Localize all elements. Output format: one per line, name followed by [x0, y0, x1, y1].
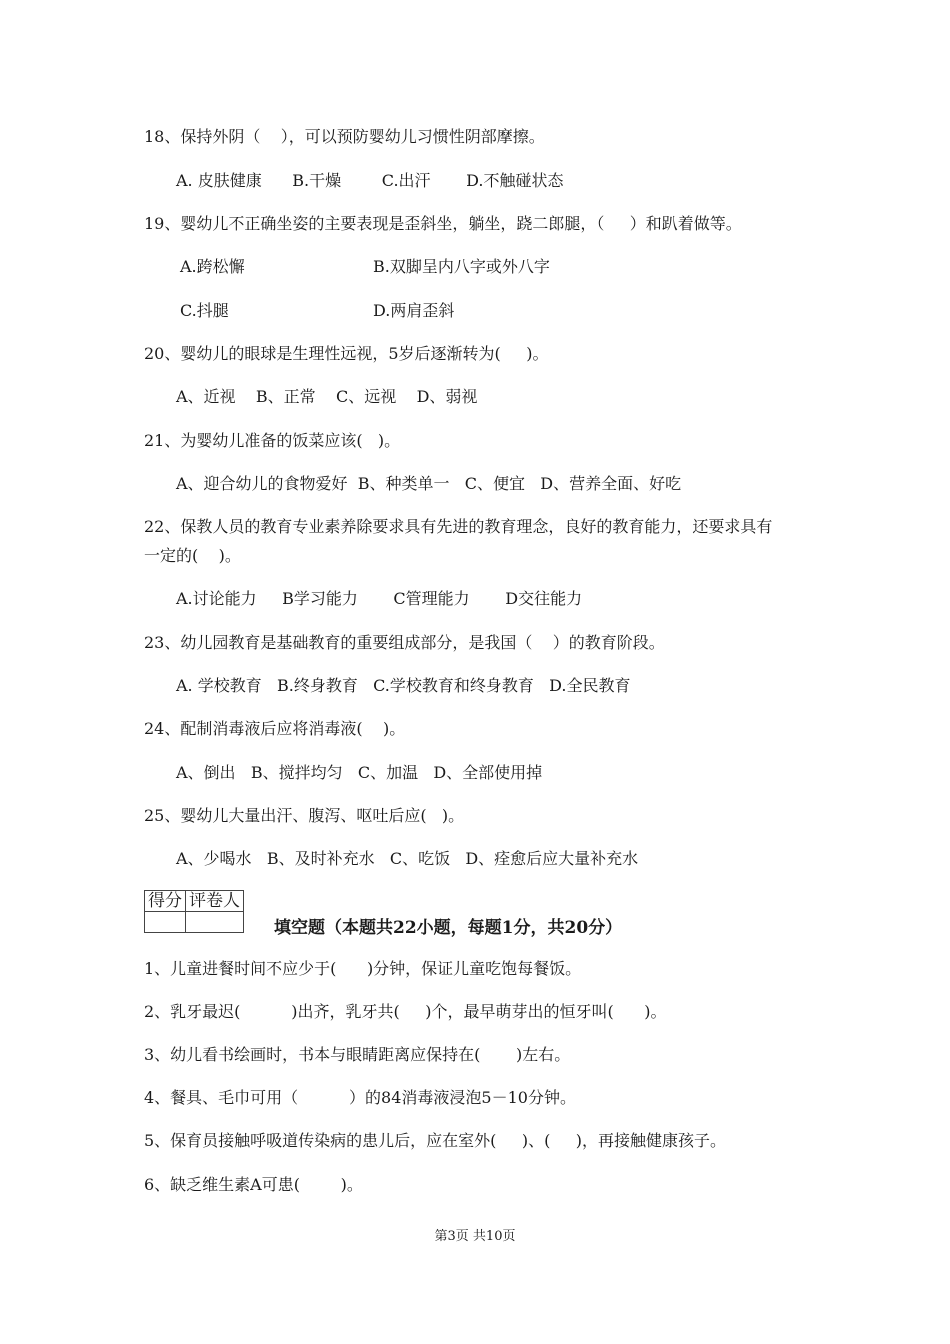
score-cell — [145, 912, 186, 933]
fill-blank-6: 6、缺乏维生素A可患( )。 — [144, 1175, 363, 1194]
question-19-option-c: C.抖腿 — [180, 301, 229, 320]
fill-blank-2: 2、乳牙最迟( )出齐，乳牙共( )个，最早萌芽出的恒牙叫( )。 — [144, 1002, 667, 1021]
grader-cell — [186, 912, 244, 933]
question-23-options: A. 学校教育 B.终身教育 C.学校教育和终身教育 D.全民教育 — [176, 676, 631, 695]
fill-blank-5: 5、保育员接触呼吸道传染病的患儿后，应在室外( )、( )，再接触健康孩子。 — [144, 1131, 727, 1150]
question-24-options: A、倒出 B、搅拌均匀 C、加温 D、全部使用掉 — [176, 763, 543, 782]
fill-blank-3: 3、幼儿看书绘画时，书本与眼睛距离应保持在( )左右。 — [144, 1045, 571, 1064]
question-22-stem-line2: 一定的( )。 — [144, 546, 241, 565]
question-18-stem: 18、保持外阴（ ），可以预防婴幼儿习惯性阴部摩擦。 — [144, 127, 545, 146]
fill-blank-1: 1、儿童进餐时间不应少于( )分钟，保证儿童吃饱每餐饭。 — [144, 959, 582, 978]
question-18-options: A. 皮肤健康 B.干燥 C.出汗 D.不触碰状态 — [176, 171, 564, 190]
question-21-options: A、迎合幼儿的食物爱好 B、种类单一 C、便宜 D、营养全面、好吃 — [176, 474, 682, 493]
question-24-stem: 24、配制消毒液后应将消毒液( )。 — [144, 719, 406, 738]
question-25-options: A、少喝水 B、及时补充水 C、吃饭 D、痊愈后应大量补充水 — [176, 849, 639, 868]
question-19-option-d: D.两肩歪斜 — [373, 301, 455, 320]
question-23-stem: 23、幼儿园教育是基础教育的重要组成部分，是我国（ ）的教育阶段。 — [144, 633, 665, 652]
question-19-option-b: B.双脚呈内八字或外八字 — [373, 257, 550, 276]
page-footer: 第3页 共10页 — [434, 1229, 516, 1244]
question-25-stem: 25、婴幼儿大量出汗、腹泻、呕吐后应( )。 — [144, 806, 465, 825]
score-box — [144, 890, 244, 933]
question-19-stem: 19、婴幼儿不正确坐姿的主要表现是歪斜坐，躺坐，跷二郎腿，（ ）和趴着做等。 — [144, 214, 742, 233]
question-22-options: A.讨论能力 B学习能力 C管理能力 D交往能力 — [176, 589, 583, 608]
section-title: 填空题（本题共22小题，每题1分，共20分） — [274, 918, 623, 938]
score-label: 得分 — [145, 891, 186, 912]
question-19-option-a: A.跨松懈 — [180, 257, 245, 276]
fill-blank-4: 4、餐具、毛巾可用（ ）的84消毒液浸泡5－10分钟。 — [144, 1088, 576, 1107]
question-21-stem: 21、为婴幼儿准备的饭菜应该( )。 — [144, 431, 401, 450]
question-20-options: A、近视 B、正常 C、远视 D、弱视 — [176, 387, 478, 406]
question-20-stem: 20、婴幼儿的眼球是生理性远视，5岁后逐渐转为( )。 — [144, 344, 549, 363]
grader-label: 评卷人 — [186, 891, 244, 912]
question-22-stem-line1: 22、保教人员的教育专业素养除要求具有先进的教育理念，良好的教育能力，还要求具有 — [144, 517, 773, 536]
